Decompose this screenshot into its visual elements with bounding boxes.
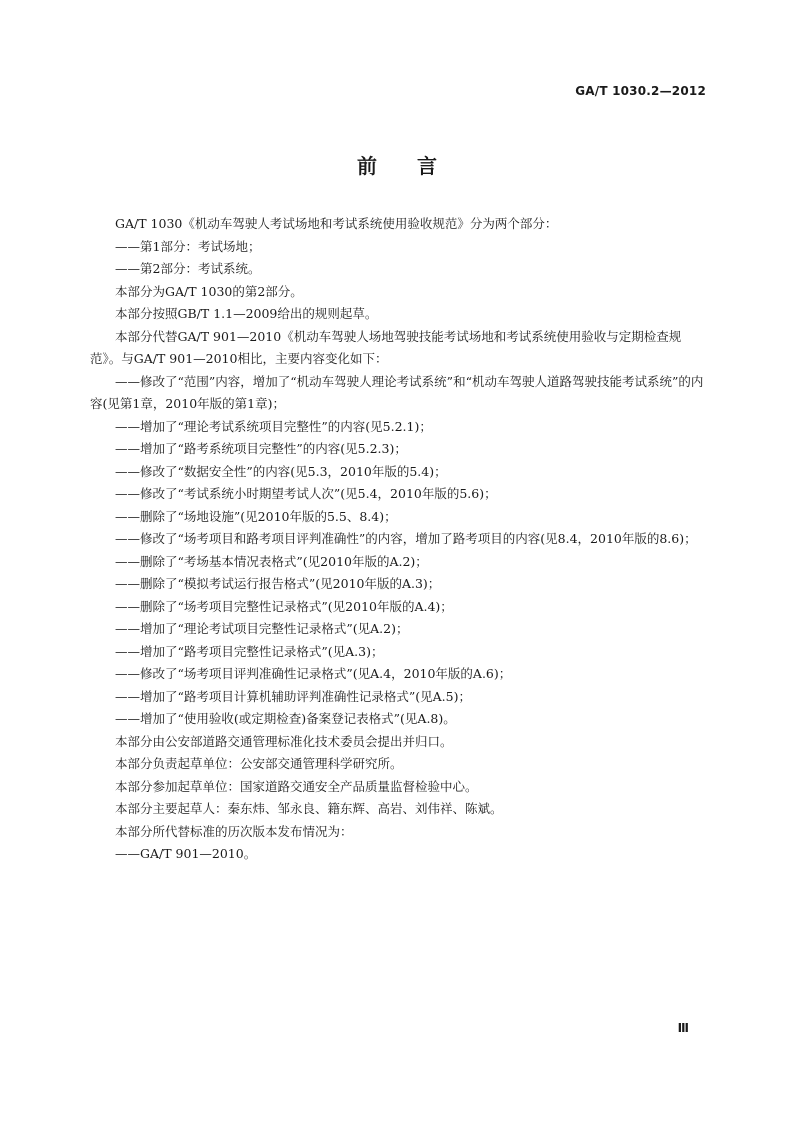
page-number: Ⅲ: [677, 1021, 688, 1035]
foreword-paragraph: ——修改了“范围”内容，增加了“机动车驾驶人理论考试系统”和“机动车驾驶人道路驾驶技能考试系统”的内容(见第1章，2010年版的第1章)；: [90, 373, 704, 411]
foreword-paragraph: ——增加了“路考项目完整性记录格式”(见A.3)；: [115, 643, 384, 659]
foreword-paragraph: ——修改了“场考项目和路考项目评判准确性”的内容，增加了路考项目的内容(见8.4，2010年版的8.6)；: [115, 531, 697, 546]
foreword-paragraph: 本部分按照GB/T 1.1—2009给出的规则起草。: [115, 306, 378, 321]
foreword-paragraph: ——修改了“数据安全性”的内容(见5.3，2010年版的5.4)；: [115, 463, 447, 479]
foreword-paragraph: 本部分代替GA/T 901—2010《机动车驾驶人场地驾驶技能考试场地和考试系统使用验收与定期检查规范》。与GA/T 901—2010相比，主要内容变化如下：: [90, 328, 682, 366]
foreword-paragraph: ——删除了“模拟考试运行报告格式”(见2010年版的A.3)；: [115, 576, 441, 591]
foreword-paragraph: ——删除了“场考项目完整性记录格式”(见2010年版的A.4)；: [115, 598, 453, 614]
foreword-paragraph: ——增加了“理论考试项目完整性记录格式”(见A.2)；: [115, 621, 409, 636]
foreword-paragraph: ——第2部分：考试系统。: [115, 261, 261, 276]
foreword-paragraph: 本部分主要起草人：秦东炜、邹永良、籍东辉、高岩、刘伟祥、陈斌。: [115, 801, 503, 816]
foreword-paragraph: GA/T 1030《机动车驾驶人考试场地和考试系统使用验收规范》分为两个部分：: [115, 216, 558, 231]
foreword-paragraph: ——GA/T 901—2010。: [115, 846, 257, 861]
foreword-paragraph: 本部分负责起草单位：公安部交通管理科学研究所。: [115, 756, 403, 771]
foreword-paragraph: ——增加了“路考系统项目完整性”的内容(见5.2.3)；: [115, 441, 407, 456]
foreword-paragraph: 本部分所代替标准的历次版本发布情况为：: [115, 823, 353, 839]
foreword-paragraph: ——增加了“使用验收(或定期检查)备案登记表格式”(见A.8)。: [115, 711, 456, 726]
foreword-paragraph: 本部分为GA/T 1030的第2部分。: [115, 283, 303, 299]
foreword-paragraph: 本部分由公安部道路交通管理标准化技术委员会提出并归口。: [115, 733, 453, 749]
foreword-paragraph: ——增加了“理论考试系统项目完整性”的内容(见5.2.1)；: [115, 418, 432, 434]
foreword-paragraph: ——修改了“考试系统小时期望考试人次”(见5.4，2010年版的5.6)；: [115, 486, 497, 501]
standard-number-header: GA/T 1030.2—2012: [575, 84, 706, 98]
foreword-paragraph: 本部分参加起草单位：国家道路交通安全产品质量监督检验中心。: [115, 778, 478, 794]
foreword-paragraph: ——删除了“场地设施”(见2010年版的5.5、8.4)；: [115, 508, 397, 524]
foreword-body: [90, 213, 708, 866]
foreword-paragraph: ——删除了“考场基本情况表格式”(见2010年版的A.2)；: [115, 553, 428, 569]
page-title: 前言: [357, 154, 477, 178]
foreword-paragraph: ——修改了“场考项目评判准确性记录格式”(见A.4，2010年版的A.6)；: [115, 666, 512, 681]
foreword-paragraph: ——增加了“路考项目计算机辅助评判准确性记录格式”(见A.5)；: [115, 688, 471, 704]
foreword-paragraph: ——第1部分：考试场地；: [115, 238, 261, 254]
